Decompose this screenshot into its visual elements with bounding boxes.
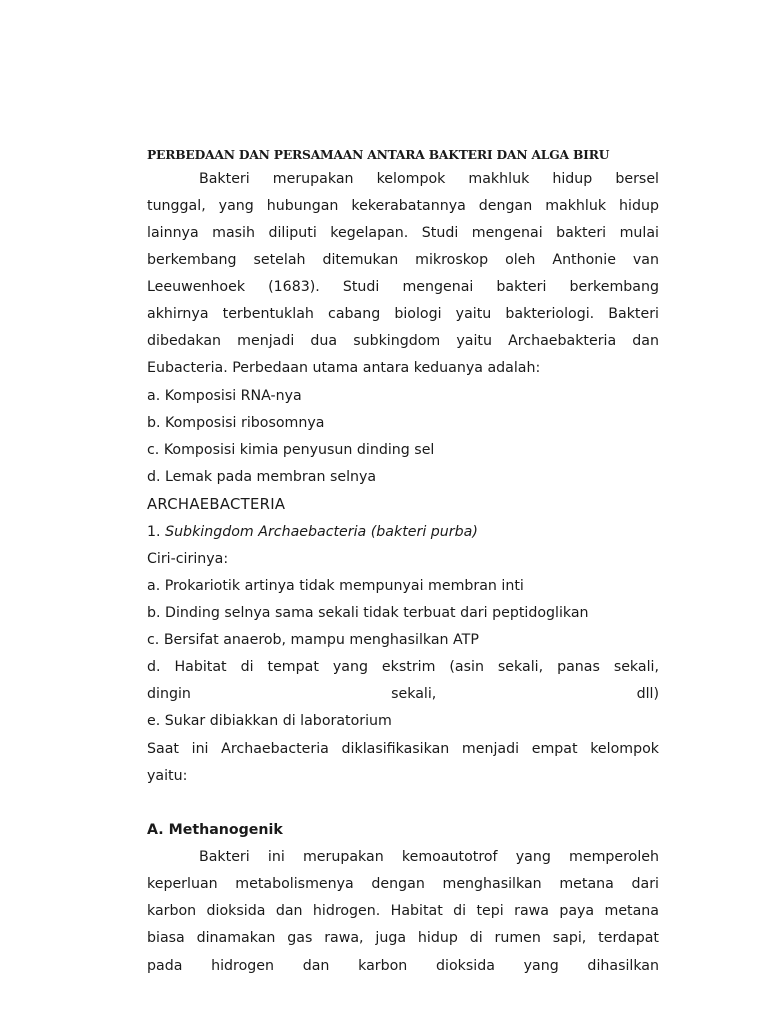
ciri-item: dingin sekali, dll) [147, 686, 659, 702]
document-page [147, 0, 659, 1024]
intro-line: dibedakan menjadi dua subkingdom yaitu Archaebakteria dan [147, 333, 659, 349]
intro-line: lainnya masih diliputi kegelapan. Studi mengenai bakteri mulai [147, 225, 659, 241]
subkingdom-number: 1. [147, 524, 161, 540]
methanogen-heading: A. Methanogenik [147, 822, 283, 838]
methanogen-line: pada hidrogen dan karbon dioksida yang dihasilkan [147, 958, 659, 974]
section-heading: ARCHAEBACTERIA [147, 496, 286, 513]
subkingdom-title: Subkingdom Archaebacteria (bakteri purba) [165, 524, 478, 540]
ciri-item: c. Bersifat anaerob, mampu menghasilkan ATP [147, 632, 479, 648]
intro-line: tunggal, yang hubungan kekerabatannya dengan makhluk hidup [147, 198, 659, 214]
intro-line: berkembang setelah ditemukan mikroskop oleh Anthonie van [147, 252, 659, 268]
ciri-label: Ciri-cirinya: [147, 551, 229, 567]
document-title: PERBEDAAN DAN PERSAMAAN ANTARA BAKTERI DAN ALGA BIRU [147, 147, 610, 162]
methanogen-line: keperluan metabolismenya dengan menghasilkan metana dari [147, 876, 659, 892]
difference-item: d. Lemak pada membran selnya [147, 469, 377, 485]
methanogen-line: karbon dioksida dan hidrogen. Habitat di tepi rawa paya metana [147, 903, 659, 919]
ciri-item: d. Habitat di tempat yang ekstrim (asin sekali, panas sekali, [147, 659, 659, 675]
intro-line: Leeuwenhoek (1683). Studi mengenai bakteri berkembang [147, 279, 659, 295]
methanogen-line: biasa dinamakan gas rawa, juga hidup di rumen sapi, terdapat [147, 930, 659, 946]
classification-line: Saat ini Archaebacteria diklasifikasikan menjadi empat kelompok [147, 741, 659, 757]
ciri-item: b. Dinding selnya sama sekali tidak terbuat dari peptidoglikan [147, 605, 589, 621]
classification-line: yaitu: [147, 768, 188, 784]
difference-item: b. Komposisi ribosomnya [147, 415, 325, 431]
subkingdom-heading [147, 519, 659, 546]
intro-line: akhirnya terbentuklah cabang biologi yaitu bakteriologi. Bakteri [147, 306, 659, 322]
intro-line: Bakteri merupakan kelompok makhluk hidup bersel [199, 171, 659, 187]
difference-item: c. Komposisi kimia penyusun dinding sel [147, 442, 435, 458]
difference-item: a. Komposisi RNA-nya [147, 388, 302, 404]
ciri-item: e. Sukar dibiakkan di laboratorium [147, 713, 392, 729]
intro-line: Eubacteria. Perbedaan utama antara keduanya adalah: [147, 360, 541, 376]
ciri-item: a. Prokariotik artinya tidak mempunyai membran inti [147, 578, 524, 594]
methanogen-line: Bakteri ini merupakan kemoautotrof yang memperoleh [199, 849, 659, 865]
